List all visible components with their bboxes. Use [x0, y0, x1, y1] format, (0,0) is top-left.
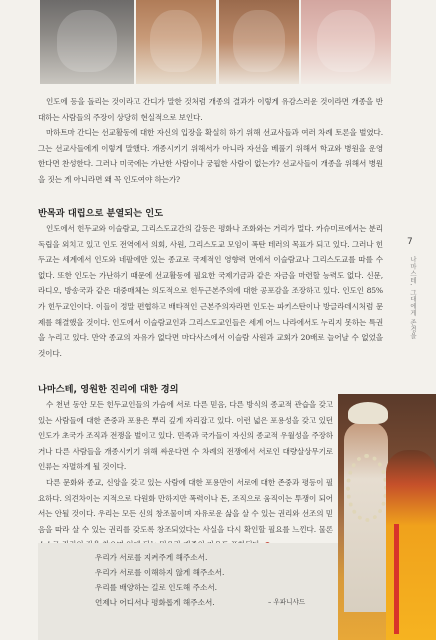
- section1-paragraph-1: 인도에서 힌두교와 이슬람교, 그리스도교간의 갈등은 평화나 조화와는 거리가 멀다. 카슈미르에서는 분리독립을 외치고 있고 인도 전역에서 의회, 사원, 그리스도교 모임이 폭탄 테러의 목표가 되고 있다. 그러나 힌두교는 세계에서 인도와 네팔에만 있는 종교로 국제적인 영향력 면에서 이슬람교나 그리스도교를 따를 수 없다. 또한 인도는 가난하기 때문에 선교활동에 필요한 국제기금과 같은 자금을 마련할 능력도 없다. 신문, 라디오, 방송국과 같은 대중매체는 의도적으로 힌두근본주의에 대한 공포감을 조장하고 있다. 인도인 85%가 힌두교인이다. 이들이 정말 편협하고 배타적인 근본주의자라면 인도는 파키스탄이나 방글라데시처럼 문제를 해결했을 것이다. 인도에서 이슬람교인과 그리스도교인들은 세계 어느 나라에서도 누리지 못하는 특권을 누리고 있다. 만약 종교의 자유가 없다면 마다사스에서 이슬람 사원과 교회가 20배로 늘어날 수 없었을 것이다.: [38, 224, 383, 358]
- portrait-photo-strip: [0, 0, 436, 84]
- prayer-line-2: 우리가 서로를 이해하지 않게 해주소서.: [95, 568, 225, 577]
- chapter-side-label: 나마스테, 그대에게 존경을: [409, 256, 417, 340]
- section2-paragraph-1: 수 천년 동안 모든 힌두교인들의 가슴에 서로 다른 믿음, 다른 방식의 종교적 관습을 갖고 있는 사람들에 대한 존중과 포용은 뿌리 깊게 자리잡고 있다. 이런 넓은 포용성을 갖고 있던 인도가 초국가 조직과 전쟁을 벌이고 있다. 민족과 국가들이 자신의 종교적 우월성을 주장하거나 다른 사람들을 개종시키기 위해 싸운다면 수 차례의 전쟁에서 서로인 대량살상무기로 인류는 자멸하게 될 것이다.: [38, 400, 333, 472]
- couple-photo: [338, 394, 436, 640]
- prayer-line-3: 우리를 배양하는 길로 인도해 주소서.: [95, 583, 218, 592]
- section2-heading: 나마스테, 영원한 진리에 대한 경의: [38, 384, 179, 395]
- section1-text: [38, 221, 383, 361]
- section2-text: [38, 397, 333, 553]
- section2-paragraph-2-text: 다른 문화와 종교, 신앙을 갖고 있는 사람에 대한 포용만이 서로에 대한 존중과 평등이 필요하다. 의견차이는 지적으로 다원화 만하지만 폭력이나 돈, 조직으로 움직이는 투쟁이 되어서는 안될 것이다. 우리는 모든 신의 창조물이며 자유로운 삶을 살 수 있는 권리와 선조의 믿음을 따라 살 수 있는 권리를 갖도록 창조되었다는 사실을 다시 확인할 필요를 느낀다. 물론: [38, 477, 333, 534]
- portrait-photo-2: [136, 0, 216, 84]
- intro-text: [38, 94, 383, 188]
- section1-heading: 반목과 대립으로 분열되는 인도: [38, 208, 163, 219]
- intro-paragraph-1: 인도에 등을 돌리는 것이라고 간디가 말한 것처럼 개종의 결과가 이렇게 유감스러운 것이라면 개종을 반대하는 사람들의 주장이 상당히 현실적으로 보인다.: [38, 97, 383, 122]
- prayer-line-4: 언제나 어디서나 평화롭게 해주소서.: [95, 598, 215, 607]
- page-number: 7: [407, 237, 413, 247]
- section2-paragraph-2: [38, 475, 333, 553]
- intro-paragraph-2: 마하트마 간디는 선교활동에 대한 자신의 입장을 확실히 하기 위해 선교사들과 여러 차례 토론을 벌였다. 그는 선교사들에게 이렇게 말했다. 개종시키기 위해서가 아니라 자선을 베풀기 위해서 학교와 병원을 운영한다면 찬성한다. 그러나 미국에는 가난한 사람이나 궁핍한 사람이 없는가? 선교사들이 개종을 위해서 병원을 짓는 게 아니라면 왜 꼭 인도여야 하는가?: [38, 128, 383, 184]
- portrait-photo-4: [301, 0, 391, 84]
- prayer-line-1: 우리가 서로를 지켜주게 해주소서.: [95, 553, 208, 562]
- portrait-photo-1: [40, 0, 134, 84]
- portrait-photo-3: [219, 0, 299, 84]
- prayer-attribution: – 우파니샤드: [268, 598, 306, 606]
